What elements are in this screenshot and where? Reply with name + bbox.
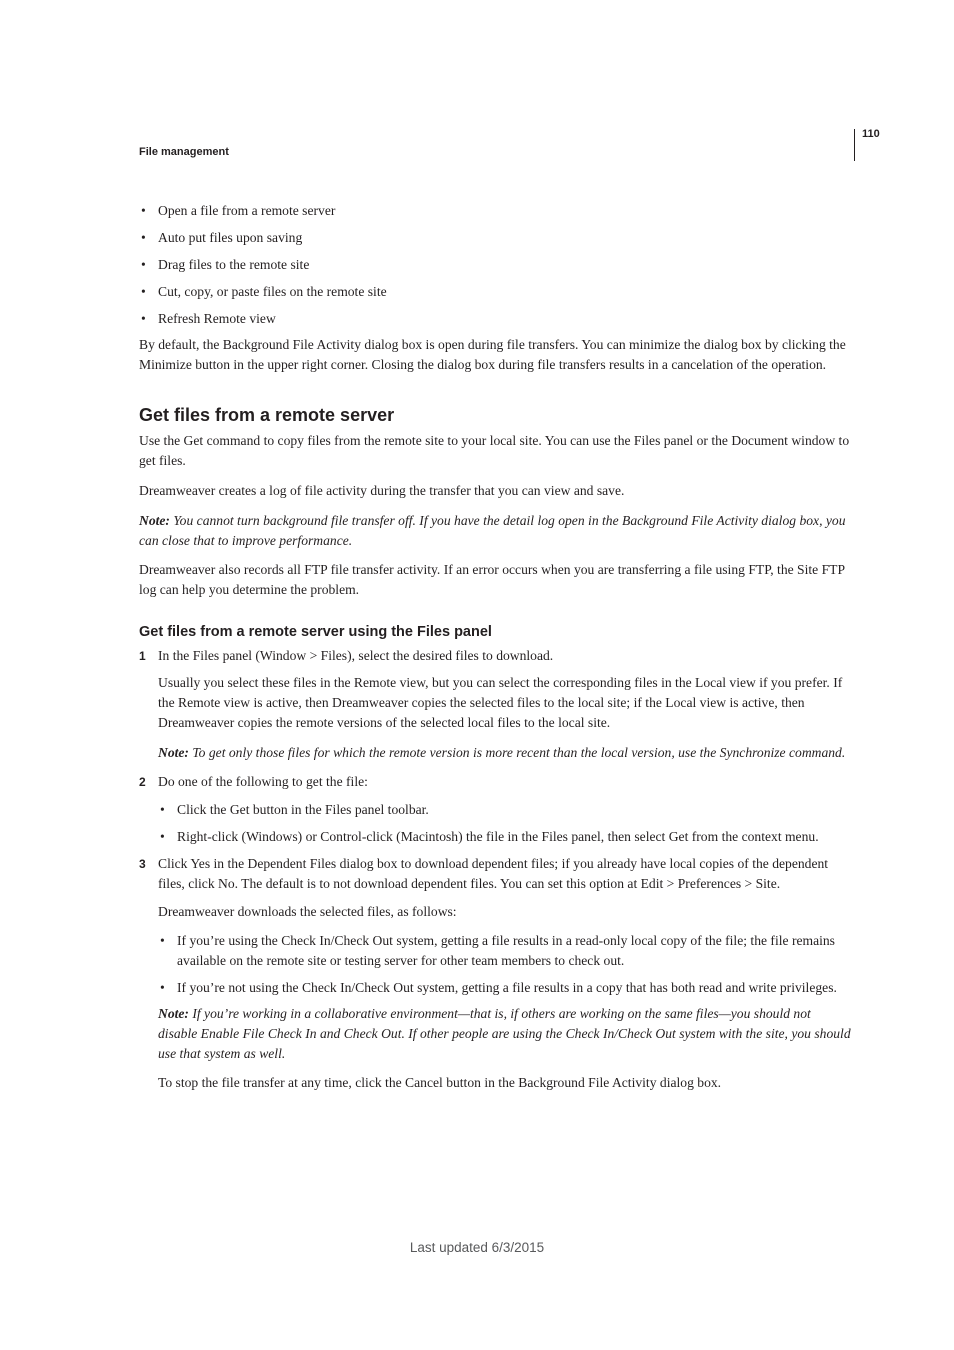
list-item: • Cut, copy, or paste files on the remote site: [139, 282, 851, 302]
list-item: • Right-click (Windows) or Control-click (Macintosh) the file in the Files panel, then select Get from the context menu.: [158, 827, 851, 847]
step-text: Do one of the following to get the file:: [158, 774, 368, 789]
list-item: • Click the Get button in the Files panel toolbar.: [158, 800, 851, 820]
subsection-heading: Get files from a remote server using the Files panel: [139, 624, 492, 640]
list-item: • If you’re using the Check In/Check Out system, getting a file results in a read-only local copy of the file; the file remains available on the remote site or testing server for other team members to check out.: [158, 931, 851, 971]
step-paragraph: Usually you select these files in the Remote view, but you can select the corresponding files in the Local view if you prefer. If the Remote view is active, then Dreamweaver copies the selected files to the local site; if the Local view is active, then Dreamweaver copies the remote versions of the selected local files to the local site.: [158, 675, 843, 730]
list-item: • Open a file from a remote server: [139, 201, 851, 221]
note-text: You cannot turn background file transfer off. If you have the detail log open in the Background File Activity dialog box, you can close that to improve performance.: [139, 513, 846, 548]
step-3: [139, 854, 851, 894]
running-header-title: File management: [139, 146, 229, 158]
page-body: [139, 201, 851, 1093]
step-3-bullets: [139, 931, 851, 998]
step-text: In the Files panel (Window > Files), select the desired files to download.: [158, 648, 554, 663]
list-item: • Refresh Remote view: [139, 309, 851, 329]
step-number: 3: [139, 857, 146, 871]
list-item: • If you’re not using the Check In/Check Out system, getting a file results in a copy that has both read and write privileges.: [158, 978, 851, 998]
final-paragraph: To stop the file transfer at any time, click the Cancel button in the Background File Activity dialog box.: [158, 1075, 722, 1090]
step-number: 1: [139, 649, 146, 663]
note-label: Note:: [158, 1006, 189, 1021]
section-paragraph: Use the Get command to copy files from the remote site to your local site. You can use the Files panel or the Document window to get files.: [139, 433, 850, 468]
footer-last-updated: Last updated 6/3/2015: [409, 1240, 545, 1255]
step-text: Click Yes in the Dependent Files dialog box to download dependent files; if you already have local copies of the dependent files, click No. The default is to not download dependent files. You can set this option at Edit > Preferences > Site.: [158, 856, 829, 891]
header-divider: [854, 129, 855, 161]
intro-paragraph: By default, the Background File Activity dialog box is open during file transfers. You can minimize the dialog box by clicking the Minimize button in the upper right corner. Closing the dialog box during file transfers results in a cancelation of the operation.: [139, 337, 846, 372]
note-text: To get only those files for which the remote version is more recent than the local version, use the Synchronize command.: [188, 745, 846, 760]
step-2: [139, 772, 851, 792]
list-item: • Auto put files upon saving: [139, 228, 851, 248]
step-paragraph: Dreamweaver downloads the selected files, as follows:: [158, 904, 457, 919]
step-number: 2: [139, 775, 146, 789]
list-item: • Drag files to the remote site: [139, 255, 851, 275]
section-paragraph: Dreamweaver also records all FTP file transfer activity. If an error occurs when you are transferring a file using FTP, the Site FTP log can help you determine the problem.: [139, 562, 845, 597]
section-heading: Get files from a remote server: [139, 405, 395, 425]
note: [139, 1004, 851, 1064]
note-label: Note:: [139, 513, 170, 528]
note-label: Note:: [158, 745, 189, 760]
note: [139, 511, 851, 551]
page-number: 110: [862, 128, 880, 140]
step-2-bullets: [139, 800, 851, 847]
intro-bullet-list: [139, 201, 851, 329]
section-paragraph: Dreamweaver creates a log of file activity during the transfer that you can view and save.: [139, 483, 625, 498]
note-text: If you’re working in a collaborative environment—that is, if others are working on the same files—you should not disable Enable File Check In and Check Out. If other people are using the Check In/Check Out system with the site, you should use that system as well.: [158, 1006, 851, 1061]
note: [139, 743, 851, 763]
step-1: [139, 646, 851, 666]
